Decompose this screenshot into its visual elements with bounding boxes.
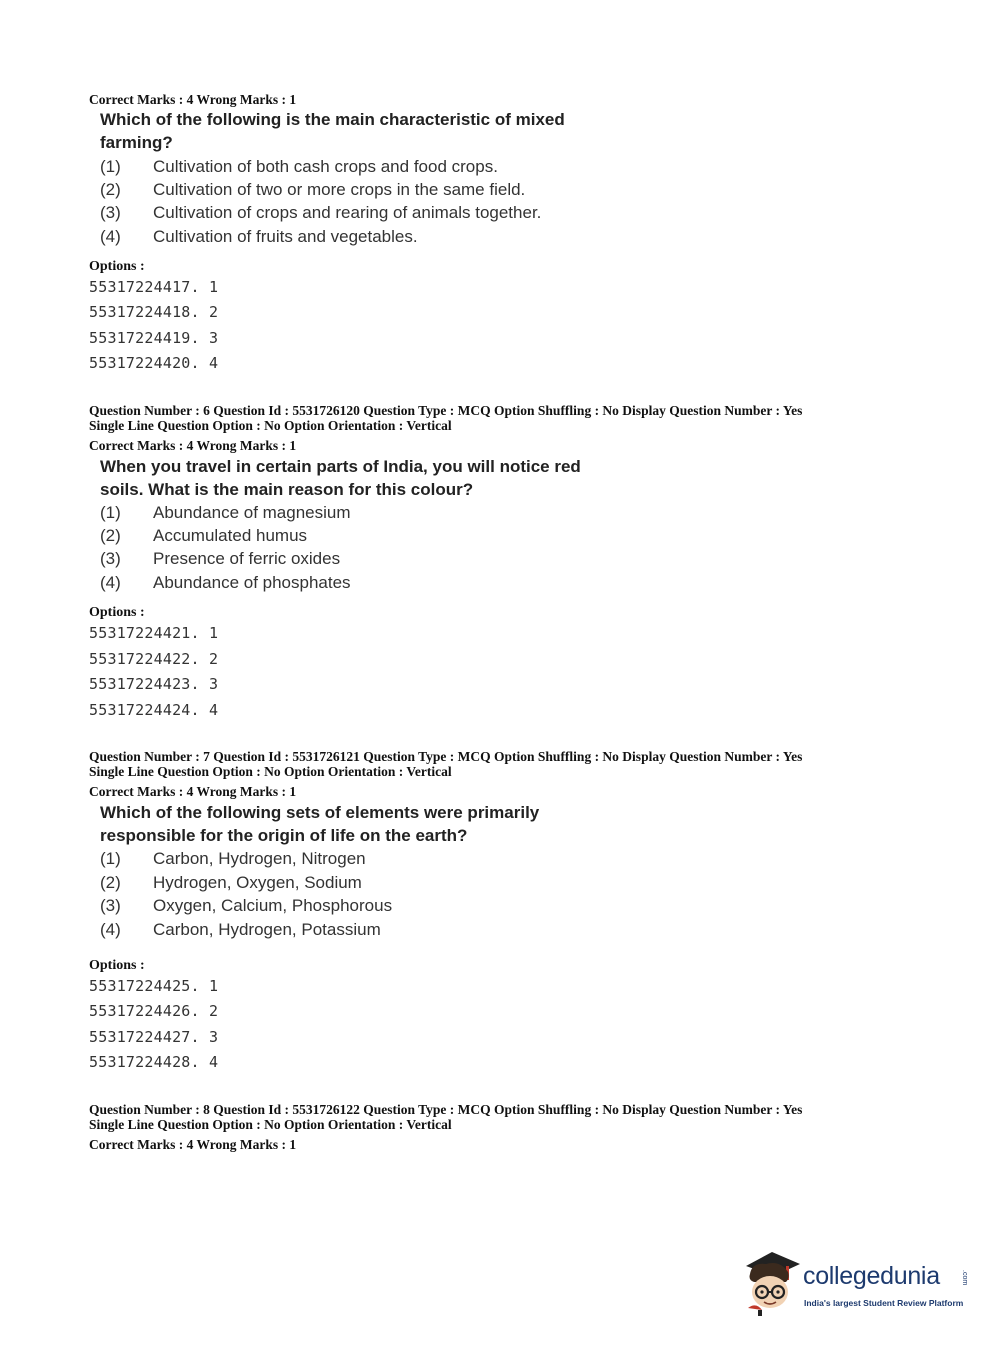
q5-marks: Correct Marks : 4 Wrong Marks : 1 bbox=[89, 92, 297, 107]
q6-stem-line2: soils. What is the main reason for this colour? bbox=[100, 480, 474, 499]
q7-header-line2: Single Line Question Option : No Option Orientation : Vertical bbox=[89, 764, 452, 779]
q6-marks: Correct Marks : 4 Wrong Marks : 1 bbox=[89, 438, 297, 453]
q6-option-3: (3) Presence of ferric oxides bbox=[100, 549, 341, 568]
q7-stem-line1: Which of the following sets of elements were primarily bbox=[100, 803, 540, 822]
q5-option-code-1: 55317224417. 1 bbox=[89, 278, 219, 296]
q6-option-2: (2) Accumulated humus bbox=[100, 526, 308, 545]
q5-option-code-4: 55317224420. 4 bbox=[89, 354, 219, 372]
q7-option-4: (4) Carbon, Hydrogen, Potassium bbox=[100, 920, 381, 939]
q7-marks: Correct Marks : 4 Wrong Marks : 1 bbox=[89, 784, 297, 799]
q5-option-code-2: 55317224418. 2 bbox=[89, 303, 219, 321]
q6-option-code-2: 55317224422. 2 bbox=[89, 650, 219, 668]
q6-header-line2: Single Line Question Option : No Option Orientation : Vertical bbox=[89, 418, 452, 433]
q6-option-1: (1) Abundance of magnesium bbox=[100, 503, 351, 522]
q7-options-label: Options : bbox=[89, 958, 145, 973]
q6-option-4: (4) Abundance of phosphates bbox=[100, 573, 351, 592]
q7-option-code-3: 55317224427. 3 bbox=[89, 1028, 219, 1046]
q7-header-line1: Question Number : 7 Question Id : 5531726121 Question Type : MCQ Option Shuffling : No Display Question Number : Yes bbox=[89, 749, 803, 764]
logo-tagline: India's largest Student Review Platform bbox=[804, 1298, 964, 1308]
q5-stem-line1: Which of the following is the main characteristic of mixed bbox=[100, 110, 565, 129]
q7-option-3: (3) Oxygen, Calcium, Phosphorous bbox=[100, 896, 393, 915]
q6-option-code-4: 55317224424. 4 bbox=[89, 701, 219, 719]
q7-option-code-2: 55317224426. 2 bbox=[89, 1002, 219, 1020]
q7-option-1: (1) Carbon, Hydrogen, Nitrogen bbox=[100, 849, 366, 868]
q7-option-code-4: 55317224428. 4 bbox=[89, 1053, 219, 1071]
q8-marks: Correct Marks : 4 Wrong Marks : 1 bbox=[89, 1137, 297, 1152]
q5-stem-line2: farming? bbox=[100, 133, 173, 152]
q6-header-line1: Question Number : 6 Question Id : 5531726120 Question Type : MCQ Option Shuffling : No Display Question Number : Yes bbox=[89, 403, 803, 418]
logo-brand-text: collegedunia bbox=[803, 1262, 940, 1290]
collegedunia-logo bbox=[742, 1248, 972, 1318]
logo-dotcom: .com bbox=[961, 1270, 968, 1286]
q5-option-1: (1) Cultivation of both cash crops and food crops. bbox=[100, 157, 498, 176]
q8-header-line2: Single Line Question Option : No Option Orientation : Vertical bbox=[89, 1117, 452, 1132]
q6-stem-line1: When you travel in certain parts of India, you will notice red bbox=[100, 457, 581, 476]
q5-option-2: (2) Cultivation of two or more crops in the same field. bbox=[100, 180, 526, 199]
q5-option-3: (3) Cultivation of crops and rearing of animals together. bbox=[100, 203, 542, 222]
q7-option-code-1: 55317224425. 1 bbox=[89, 977, 219, 995]
q5-options-label: Options : bbox=[89, 259, 145, 274]
q6-option-code-3: 55317224423. 3 bbox=[89, 675, 219, 693]
mascot-icon bbox=[742, 1248, 804, 1316]
q6-option-code-1: 55317224421. 1 bbox=[89, 624, 219, 642]
q5-option-code-3: 55317224419. 3 bbox=[89, 329, 219, 347]
q8-header-line1: Question Number : 8 Question Id : 5531726122 Question Type : MCQ Option Shuffling : No Display Question Number : Yes bbox=[89, 1102, 803, 1117]
q7-stem-line2: responsible for the origin of life on the earth? bbox=[100, 826, 468, 845]
q7-option-2: (2) Hydrogen, Oxygen, Sodium bbox=[100, 873, 362, 892]
q6-options-label: Options : bbox=[89, 605, 145, 620]
q5-option-4: (4) Cultivation of fruits and vegetables. bbox=[100, 227, 418, 246]
